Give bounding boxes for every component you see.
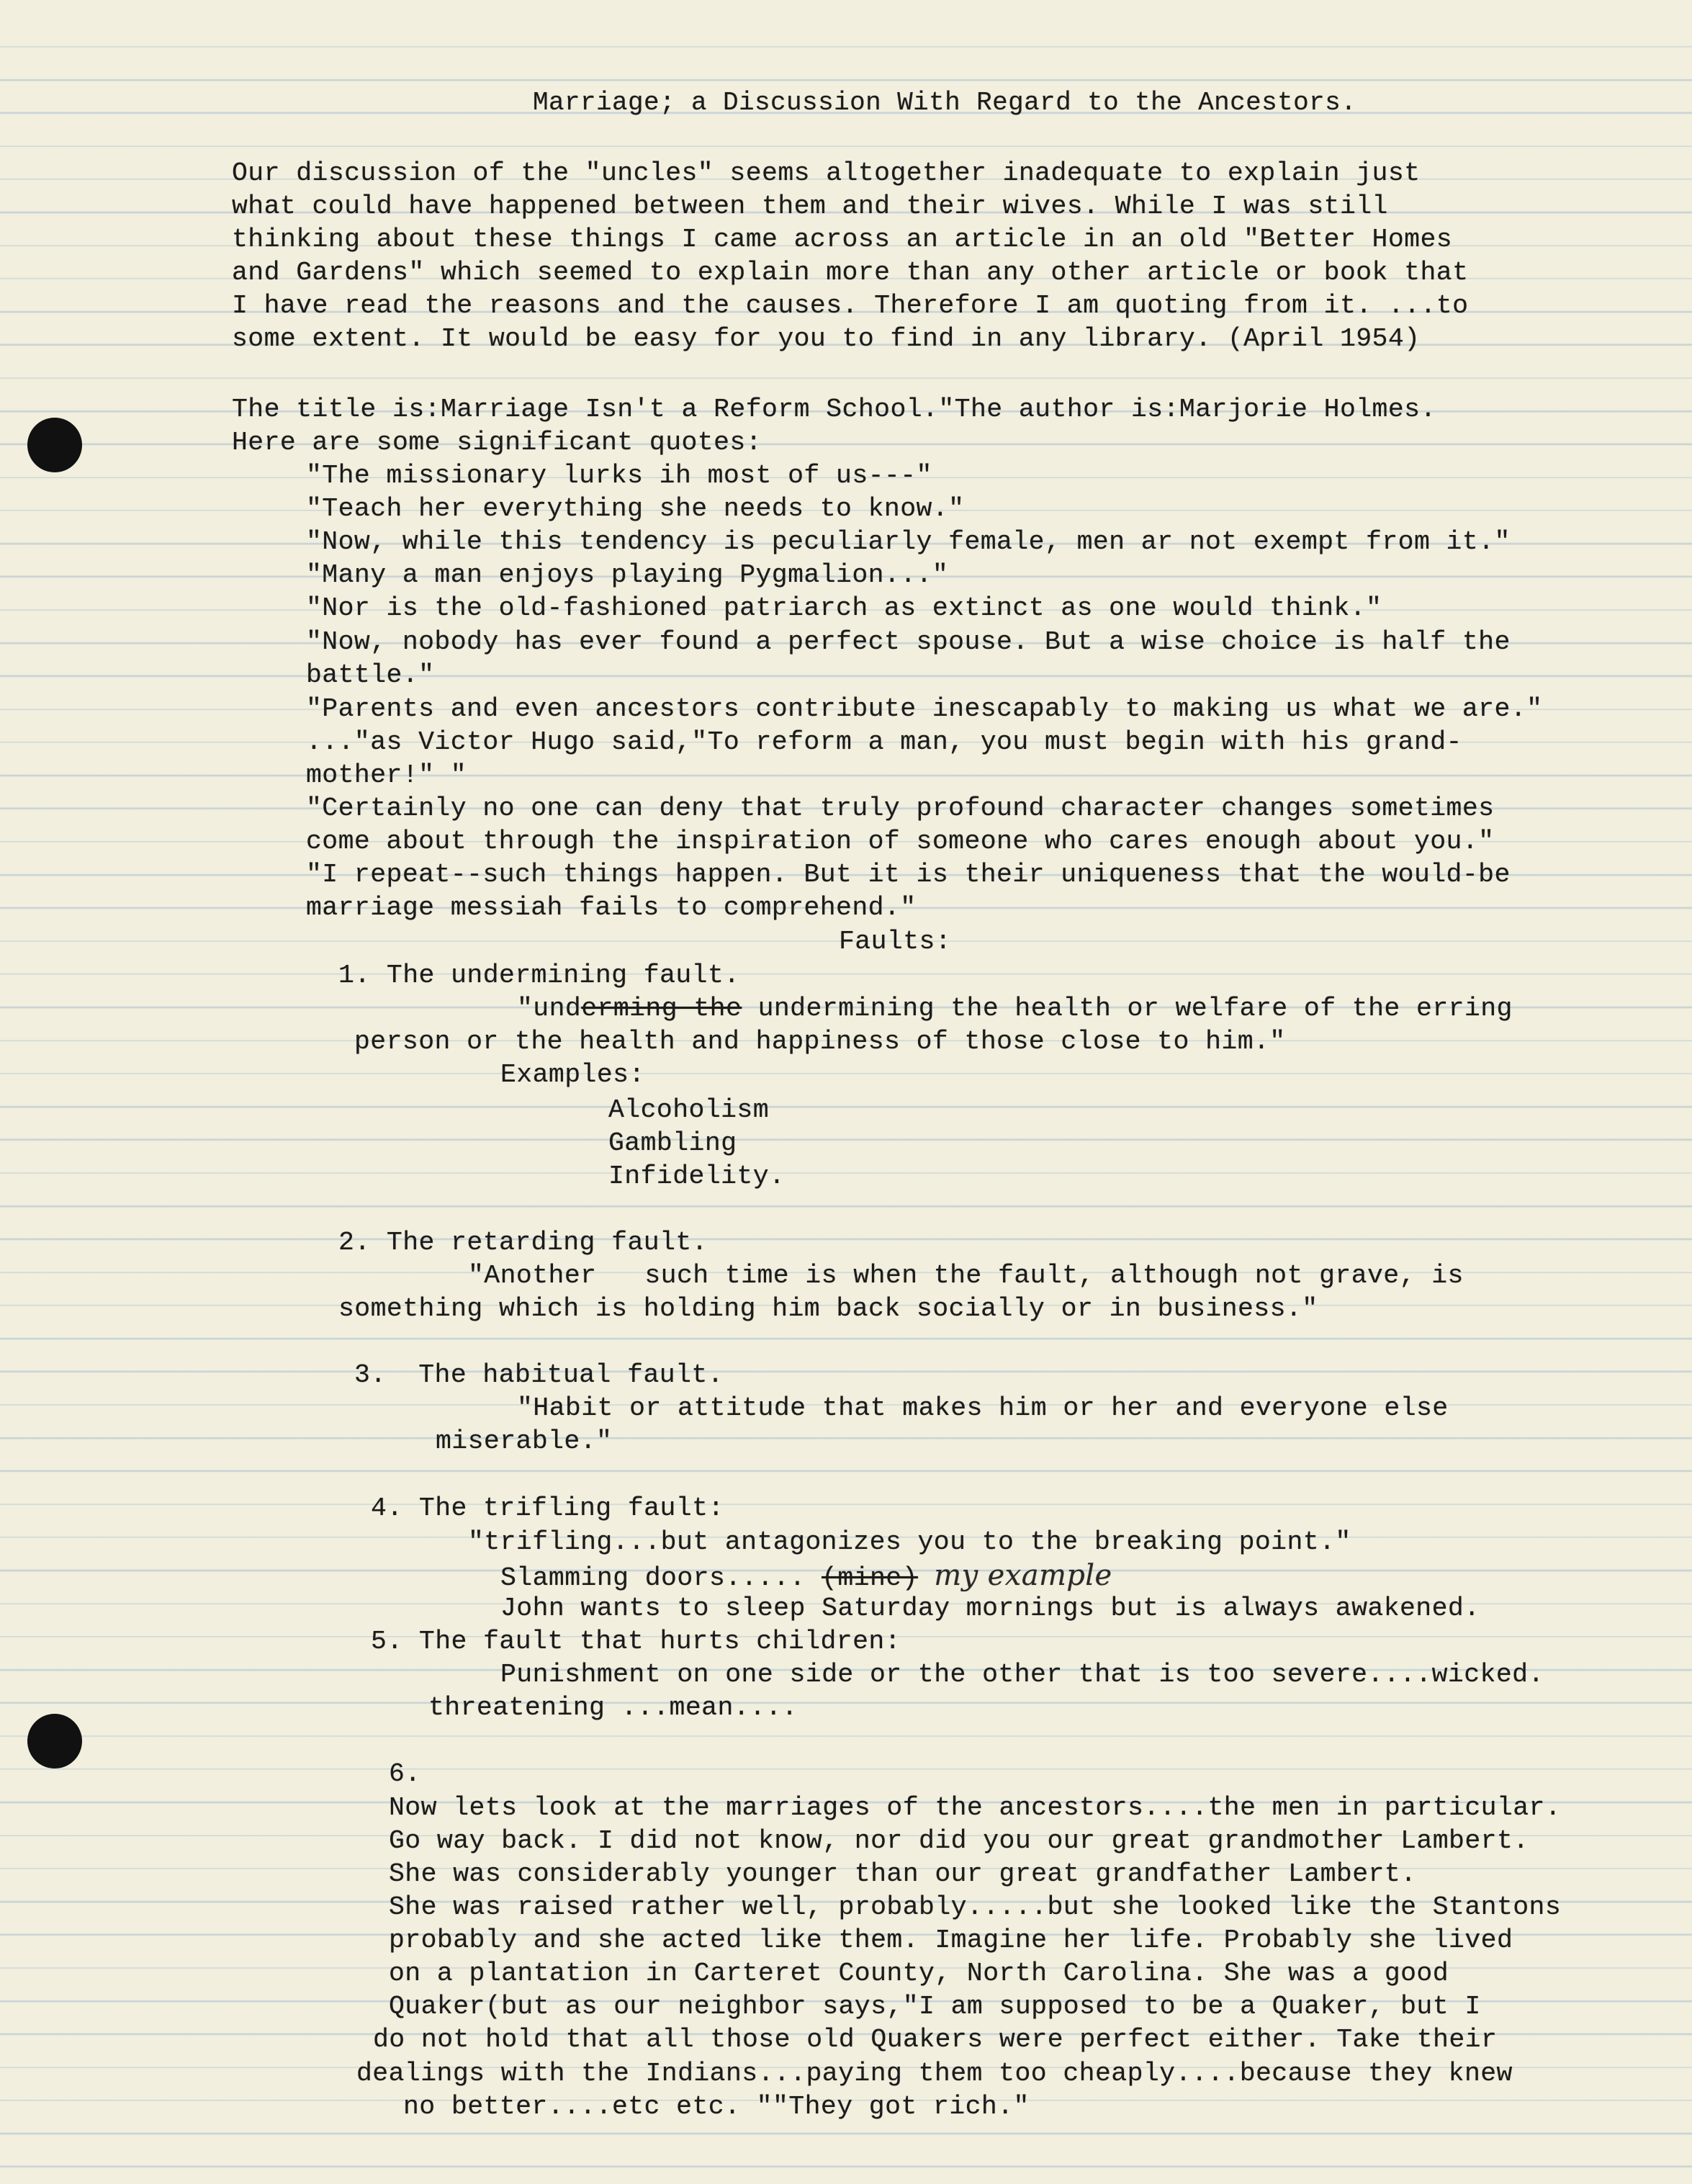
fault-quote-line: something which is holding him back socially or in business."	[338, 1294, 1318, 1324]
quote-start: "und	[517, 994, 582, 1023]
fault-heading: 5. The fault that hurts children:	[371, 1627, 901, 1656]
quote-line: ..."as Victor Hugo said,"To reform a man, you must begin with his grand-	[306, 727, 1462, 757]
fault-heading: 4. The trifling fault:	[371, 1493, 724, 1523]
section-line: Quaker(but as our neighbor says,"I am supposed to be a Quaker, but I	[389, 1992, 1481, 2021]
quote-line: "Many a man enjoys playing Pygmalion..."	[306, 560, 949, 590]
example-item: Gambling	[608, 1128, 737, 1158]
quote-line: "Nor is the old-fashioned patriarch as extinct as one would think."	[306, 593, 1382, 623]
fault-quote-line: Punishment on one side or the other that is too severe....wicked.	[500, 1660, 1544, 1689]
quote-line: "The missionary lurks ih most of us---"	[306, 461, 932, 490]
example-text: Slamming doors.....	[500, 1563, 806, 1593]
intro-line: thinking about these things I came across an article in an old "Better Homes	[232, 225, 1453, 254]
quote-line: "Now, while this tendency is peculiarly female, men ar not exempt from it."	[306, 527, 1511, 557]
fault-quote-line: "Another such time is when the fault, although not grave, is	[468, 1261, 1464, 1290]
section-number: 6.	[389, 1759, 421, 1789]
fault-heading: 2. The retarding fault.	[338, 1228, 708, 1257]
example-item: Alcoholism	[608, 1095, 770, 1125]
section-line: no better....etc etc. ""They got rich."	[403, 2092, 1030, 2121]
quote-line: "Now, nobody has ever found a perfect spouse. But a wise choice is half the	[306, 627, 1511, 657]
quote-line: "Teach her everything she needs to know."	[306, 494, 965, 523]
quote-line: marriage messiah fails to comprehend."	[306, 893, 917, 922]
quote-line: battle."	[306, 660, 435, 690]
intro-line: and Gardens" which seemed to explain more than any other article or book that	[232, 258, 1469, 287]
fault-quote-line	[517, 993, 1513, 1025]
quote-line: come about through the inspiration of someone who cares enough about you."	[306, 827, 1495, 856]
fault-example-line	[500, 1560, 1112, 1594]
section-line: probably and she acted like them. Imagine her life. Probably she lived	[389, 1925, 1513, 1955]
intro-line: what could have happened between them and their wives. While I was still	[232, 192, 1388, 221]
section-line: She was considerably younger than our great grandfather Lambert.	[389, 1859, 1417, 1889]
source-line: Here are some significant quotes:	[232, 428, 762, 457]
faults-heading: Faults:	[839, 927, 952, 956]
section-line: Now lets look at the marriages of the ancestors....the men in particular.	[389, 1793, 1562, 1823]
section-line: on a plantation in Carteret County, North Carolina. She was a good	[389, 1959, 1449, 1988]
struck-text: (mine)	[822, 1563, 918, 1593]
section-line: dealings with the Indians...paying them too cheaply....because they knew	[356, 2059, 1513, 2088]
section-line: She was raised rather well, probably.....but she looked like the Stantons	[389, 1892, 1562, 1922]
section-line: Go way back. I did not know, nor did you our great grandmother Lambert.	[389, 1826, 1529, 1856]
intro-line: Our discussion of the "uncles" seems altogether inadequate to explain just	[232, 158, 1421, 188]
section-line: do not hold that all those old Quakers were perfect either. Take their	[373, 2025, 1498, 2054]
quote-line: mother!" "	[306, 760, 467, 790]
page-title: Marriage; a Discussion With Regard to the Ancestors.	[533, 88, 1357, 117]
quote-line: "Certainly no one can deny that truly profound character changes sometimes	[306, 794, 1495, 823]
fault-quote-line: "trifling...but antagonizes you to the breaking point."	[468, 1527, 1351, 1557]
quote-rest: undermining the health or welfare of the erring	[742, 994, 1513, 1023]
binder-hole-top	[27, 418, 82, 472]
quote-line: "I repeat--such things happen. But it is their uniqueness that the would-be	[306, 860, 1511, 889]
struck-text: erming the	[581, 994, 742, 1023]
fault-heading: 1. The undermining fault.	[338, 961, 740, 990]
intro-line: some extent. It would be easy for you to find in any library. (April 1954)	[232, 324, 1421, 354]
fault-quote-line: miserable."	[436, 1426, 613, 1456]
handwritten-note: my example	[934, 1559, 1112, 1592]
fault-heading: 3. The habitual fault.	[354, 1360, 724, 1390]
examples-label: Examples:	[500, 1060, 645, 1089]
fault-quote-line: "Habit or attitude that makes him or her and everyone else	[517, 1393, 1449, 1423]
fault-example-line: John wants to sleep Saturday mornings but is always awakened.	[500, 1594, 1480, 1623]
fault-quote-line: person or the health and happiness of those close to him."	[354, 1027, 1286, 1056]
binder-hole-bottom	[27, 1714, 82, 1769]
source-line: The title is:Marriage Isn't a Reform School."The author is:Marjorie Holmes.	[232, 395, 1436, 424]
intro-line: I have read the reasons and the causes. Therefore I am quoting from it. ...to	[232, 291, 1469, 320]
fault-quote-line: threatening ...mean....	[428, 1693, 798, 1722]
quote-line: "Parents and even ancestors contribute inescapably to making us what we are."	[306, 694, 1543, 724]
example-item: Infidelity.	[608, 1161, 786, 1191]
